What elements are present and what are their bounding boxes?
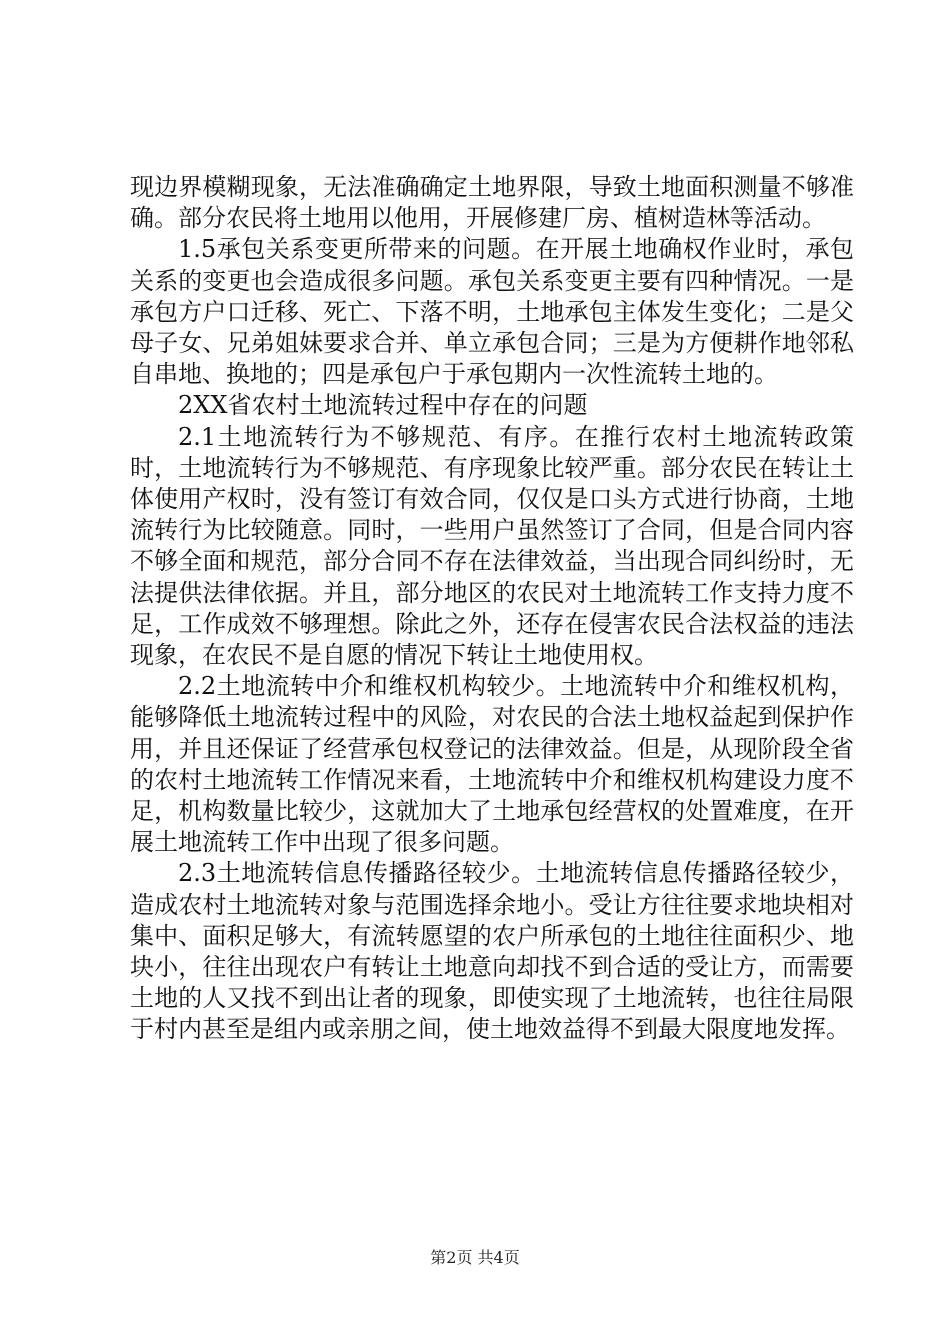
paragraph-2-1-transfer-behavior: 2.1土地流转行为不够规范、有序。在推行农村土地流转政策时，土地流转行为不够规范、有序现象比较严重。部分农民在转让土体使用产权时，没有签订有效合同，仅仅是口头方式进行协商，土地流转行为比较随意。同时，一些用户虽然签订了合同，但是合同内容不够全面和规范，部分合同不存在法律效益，当出现合同纠纷时，无法提供法律依据。并且，部分地区的农民对土地流转工作支持力度不足，工作成效不够理想。除此之外，还存在侵害农民合法权益的违法现象，在农民不是自愿的情况下转让土地使用权。	[130, 422, 854, 670]
paragraph-2-3-information: 2.3土地流转信息传播路径较少。土地流转信息传播路径较少，造成农村土地流转对象与范围选择余地小。受让方往往要求地块相对集中、面积足够大，有流转愿望的农户所承包的土地往往面积少、地块小，往往出现农户有转让土地意向却找不到合适的受让方，而需要土地的人又找不到出让者的现象，即使实现了土地流转，也往往局限于村内甚至是组内或亲朋之间，使土地效益得不到最大限度地发挥。	[130, 859, 854, 1044]
page-footer	[0, 1248, 950, 1268]
paragraph-land-boundary: 现边界模糊现象，无法准确确定土地界限，导致土地面积测量不够准确。部分农民将土地用以他用，开展修建厂房、植树造林等活动。	[130, 173, 854, 233]
paragraph-2-2-intermediary: 2.2土地流转中介和维权机构较少。土地流转中介和维权机构，能够降低土地流转过程中的风险，对农民的合法土地权益起到保护作用，并且还保证了经营承包权登记的法律效益。但是，从现阶段全省的农村土地流转工作情况来看，土地流转中介和维权机构建设力度不足，机构数量比较少，这就加大了土地承包经营权的处置难度，在开展土地流转工作中出现了很多问题。	[130, 672, 854, 857]
document-body	[130, 172, 854, 1046]
page-number-label: 第2页 共4页	[430, 1248, 520, 1267]
paragraph-1-5-contract-change: 1.5承包关系变更所带来的问题。在开展土地确权作业时，承包关系的变更也会造成很多问题。承包关系变更主要有四种情况。一是承包方户口迁移、死亡、下落不明，土地承包主体发生变化；二是父母子女、兄弟姐妹要求合并、单立承包合同；三是为方便耕作地邻私自串地、换地的；四是承包户于承包期内一次性流转土地的。	[130, 235, 854, 389]
section-heading-2: 2XX省农村土地流转过程中存在的问题	[178, 391, 588, 420]
